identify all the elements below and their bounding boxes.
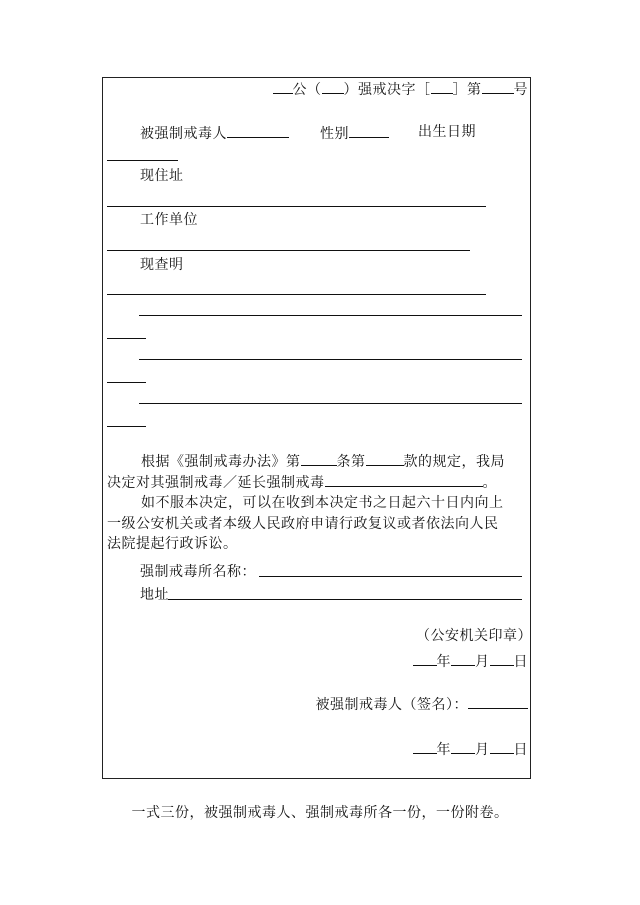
clause-number-field[interactable] [366, 453, 404, 466]
person-signature-label: 被强制戒毒人（签名）： [315, 697, 468, 713]
center-address-field[interactable] [168, 599, 522, 600]
copies-note: 一式三份，被强制戒毒人、强制戒毒所各一份，一份附卷。 [131, 805, 509, 821]
person-signature-field[interactable] [468, 694, 528, 709]
appeal-notice-line-2: 一级公安机关或者本级人民政府申请行政复议或者依法向人民 [107, 515, 499, 532]
year-blank[interactable] [322, 79, 344, 94]
doc-type-label: 强戒决字 [358, 82, 416, 98]
address-label: 现住址 [140, 168, 184, 184]
issue-day-field[interactable] [490, 651, 514, 666]
serial-number-blank[interactable] [482, 79, 514, 94]
findings-line-1[interactable] [107, 294, 486, 295]
article-number-field[interactable] [301, 453, 337, 466]
employer-label: 工作单位 [140, 212, 198, 228]
findings-label: 现查明 [140, 257, 184, 273]
issue-year-field[interactable] [413, 651, 437, 666]
center-name-label: 强制戒毒所名称： [140, 564, 256, 580]
person-name-field[interactable] [227, 123, 289, 138]
issue-date-row: 年 月 日 [413, 651, 529, 671]
decision-period-field[interactable] [325, 474, 483, 487]
sign-day-field[interactable] [490, 739, 514, 754]
employer-field[interactable] [107, 250, 470, 251]
findings-line-4[interactable] [139, 403, 522, 404]
decision-paragraph: 根据《强制戒毒办法》第 条第 款的规定，我局 决定对其强制戒毒／延长强制戒毒 。 如不服本决定，可以在收到本决定书之日起六十日内向上 一级公安机关或者本级人民政府申请行政复议或者依法向人民 法院提起行政诉讼。 [107, 452, 527, 555]
center-name-field[interactable] [259, 576, 522, 577]
gender-row [320, 123, 389, 143]
document-number-line: 公（ ）强戒决字［ ］第 号 [273, 79, 529, 99]
address-field[interactable] [107, 206, 486, 207]
appeal-notice-line-1: 如不服本决定，可以在收到本决定书之日起六十日内向上 [141, 495, 504, 511]
gender-field[interactable] [349, 123, 389, 138]
findings-line-4-wrap[interactable] [107, 426, 146, 427]
issue-month-field[interactable] [451, 651, 475, 666]
issuer-blank[interactable] [273, 79, 293, 94]
category-blank[interactable] [431, 79, 453, 94]
sign-month-field[interactable] [451, 739, 475, 754]
birth-date-label: 出生日期 [418, 124, 476, 140]
center-address-label: 地址 [140, 587, 169, 603]
person-name-label: 被强制戒毒人 [140, 126, 227, 142]
person-signature-row [316, 694, 529, 714]
official-seal-label: （公安机关印章） [416, 628, 532, 644]
findings-line-2-wrap[interactable] [107, 338, 146, 339]
birth-date-field[interactable] [107, 160, 178, 161]
gender-label: 性别 [320, 126, 349, 142]
person-name-row [140, 123, 289, 143]
appeal-notice-line-3: 法院提起行政诉讼。 [107, 536, 238, 552]
sign-year-field[interactable] [413, 739, 437, 754]
sign-date-row: 年 月 日 [413, 739, 529, 759]
findings-line-2[interactable] [139, 315, 522, 316]
findings-line-3[interactable] [139, 359, 522, 360]
findings-line-3-wrap[interactable] [107, 382, 146, 383]
